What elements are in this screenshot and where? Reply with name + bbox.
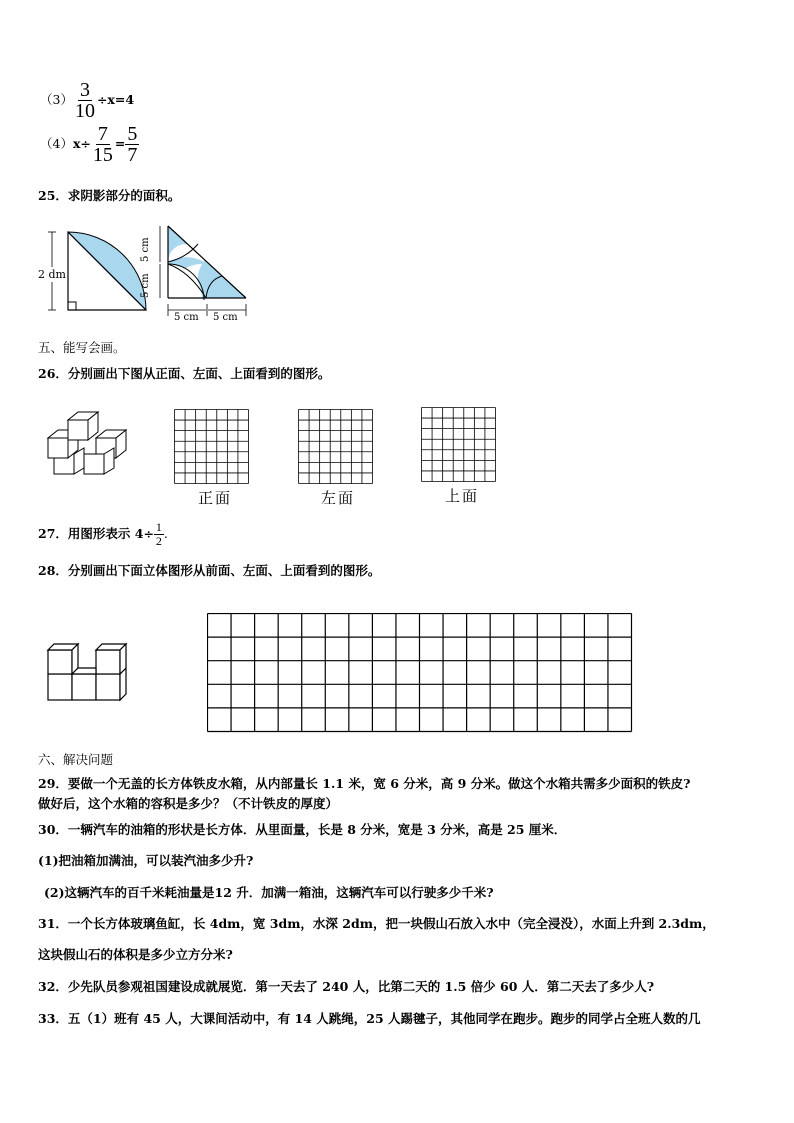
section-5-title: 五、能写会画。 bbox=[38, 340, 126, 355]
item-number: （4） bbox=[40, 136, 73, 151]
q25-title: 25．求阴影部分的面积。 bbox=[38, 188, 181, 203]
q26-title: 26．分别画出下图从正面、左面、上面看到的图形。 bbox=[38, 366, 331, 381]
q30-line3: (2)这辆汽车的百千米耗油量是12 升．加满一箱油，这辆汽车可以行驶多少千米? bbox=[44, 885, 494, 900]
q27 bbox=[38, 521, 168, 548]
q31-line1: 31．一个长方体玻璃鱼缸，长 4dm，宽 3dm，水深 2dm，把一块假山石放入水中（完全浸没），水面上升到 2.3dm， bbox=[38, 916, 715, 931]
q27-text: 27．用图形表示 4÷ bbox=[38, 526, 154, 541]
q26-grid-front bbox=[174, 409, 250, 485]
q29-line2: 做好后，这个水箱的容积是多少？（不计铁皮的厚度） bbox=[38, 796, 339, 811]
q28-cube-figure bbox=[46, 634, 130, 704]
dim-label-bottom-1: 5 cm bbox=[174, 312, 199, 323]
q31-line2: 这块假山石的体积是多少立方分米? bbox=[38, 947, 233, 962]
q30-line2: (1)把油箱加满油，可以装汽油多少升? bbox=[38, 853, 254, 868]
q26-grid-top bbox=[421, 407, 497, 483]
section-6-title: 六、解决问题 bbox=[38, 752, 114, 767]
q28-answer-grid[interactable] bbox=[207, 613, 633, 733]
q26-cube-figure bbox=[44, 408, 134, 480]
expression-head: x÷ bbox=[72, 136, 91, 151]
dim-label-bottom-2: 5 cm bbox=[213, 312, 238, 323]
dim-label-mid: 5 cm bbox=[140, 273, 151, 298]
label-front: 正面 bbox=[198, 489, 233, 507]
dim-label-2dm: 2 dm bbox=[38, 268, 66, 281]
q32-line1: 32．少先队员参观祖国建设成就展览．第一天去了 240 人，比第二天的 1.5 倍少 60 人．第二天去了多少人? bbox=[38, 979, 655, 994]
fraction: $\frac{7}{15}$ bbox=[92, 123, 113, 166]
fraction: $\frac{1}{2}$ bbox=[155, 520, 162, 548]
q26-grid-left bbox=[298, 409, 374, 485]
answer-fraction: $\frac{5}{7}$ bbox=[127, 123, 138, 166]
dim-label-top: 5 cm bbox=[140, 237, 151, 262]
q27-tail: . bbox=[163, 526, 168, 541]
fraction: $\frac{3}{10}$ bbox=[74, 79, 95, 122]
item-number: （3） bbox=[40, 92, 73, 107]
q30-line1: 30．一辆汽车的油箱的形状是长方体．从里面量，长是 8 分米，宽是 3 分米，高是 25 厘米． bbox=[38, 822, 567, 837]
q33-line1: 33．五（1）班有 45 人，大课间活动中，有 14 人跳绳，25 人踢毽子，其他同学在跑步。跑步的同学占全班人数的几 bbox=[38, 1011, 701, 1026]
q28-title: 28．分别画出下面立体图形从前面、左面、上面看到的图形。 bbox=[38, 563, 381, 578]
q29-line1: 29．要做一个无盖的长方体铁皮水箱，从内部量长 1.1 米，宽 6 分米，高 9 分米。做这个水箱共需多少面积的铁皮? bbox=[38, 776, 691, 791]
expression-tail: ÷x=4 bbox=[96, 92, 135, 107]
label-left: 左面 bbox=[321, 489, 356, 507]
q24-item4 bbox=[40, 124, 139, 165]
equals-sign: = bbox=[114, 136, 126, 151]
right-angle-mark bbox=[68, 302, 76, 310]
label-top: 上面 bbox=[445, 487, 480, 505]
q24-item3 bbox=[40, 80, 134, 121]
